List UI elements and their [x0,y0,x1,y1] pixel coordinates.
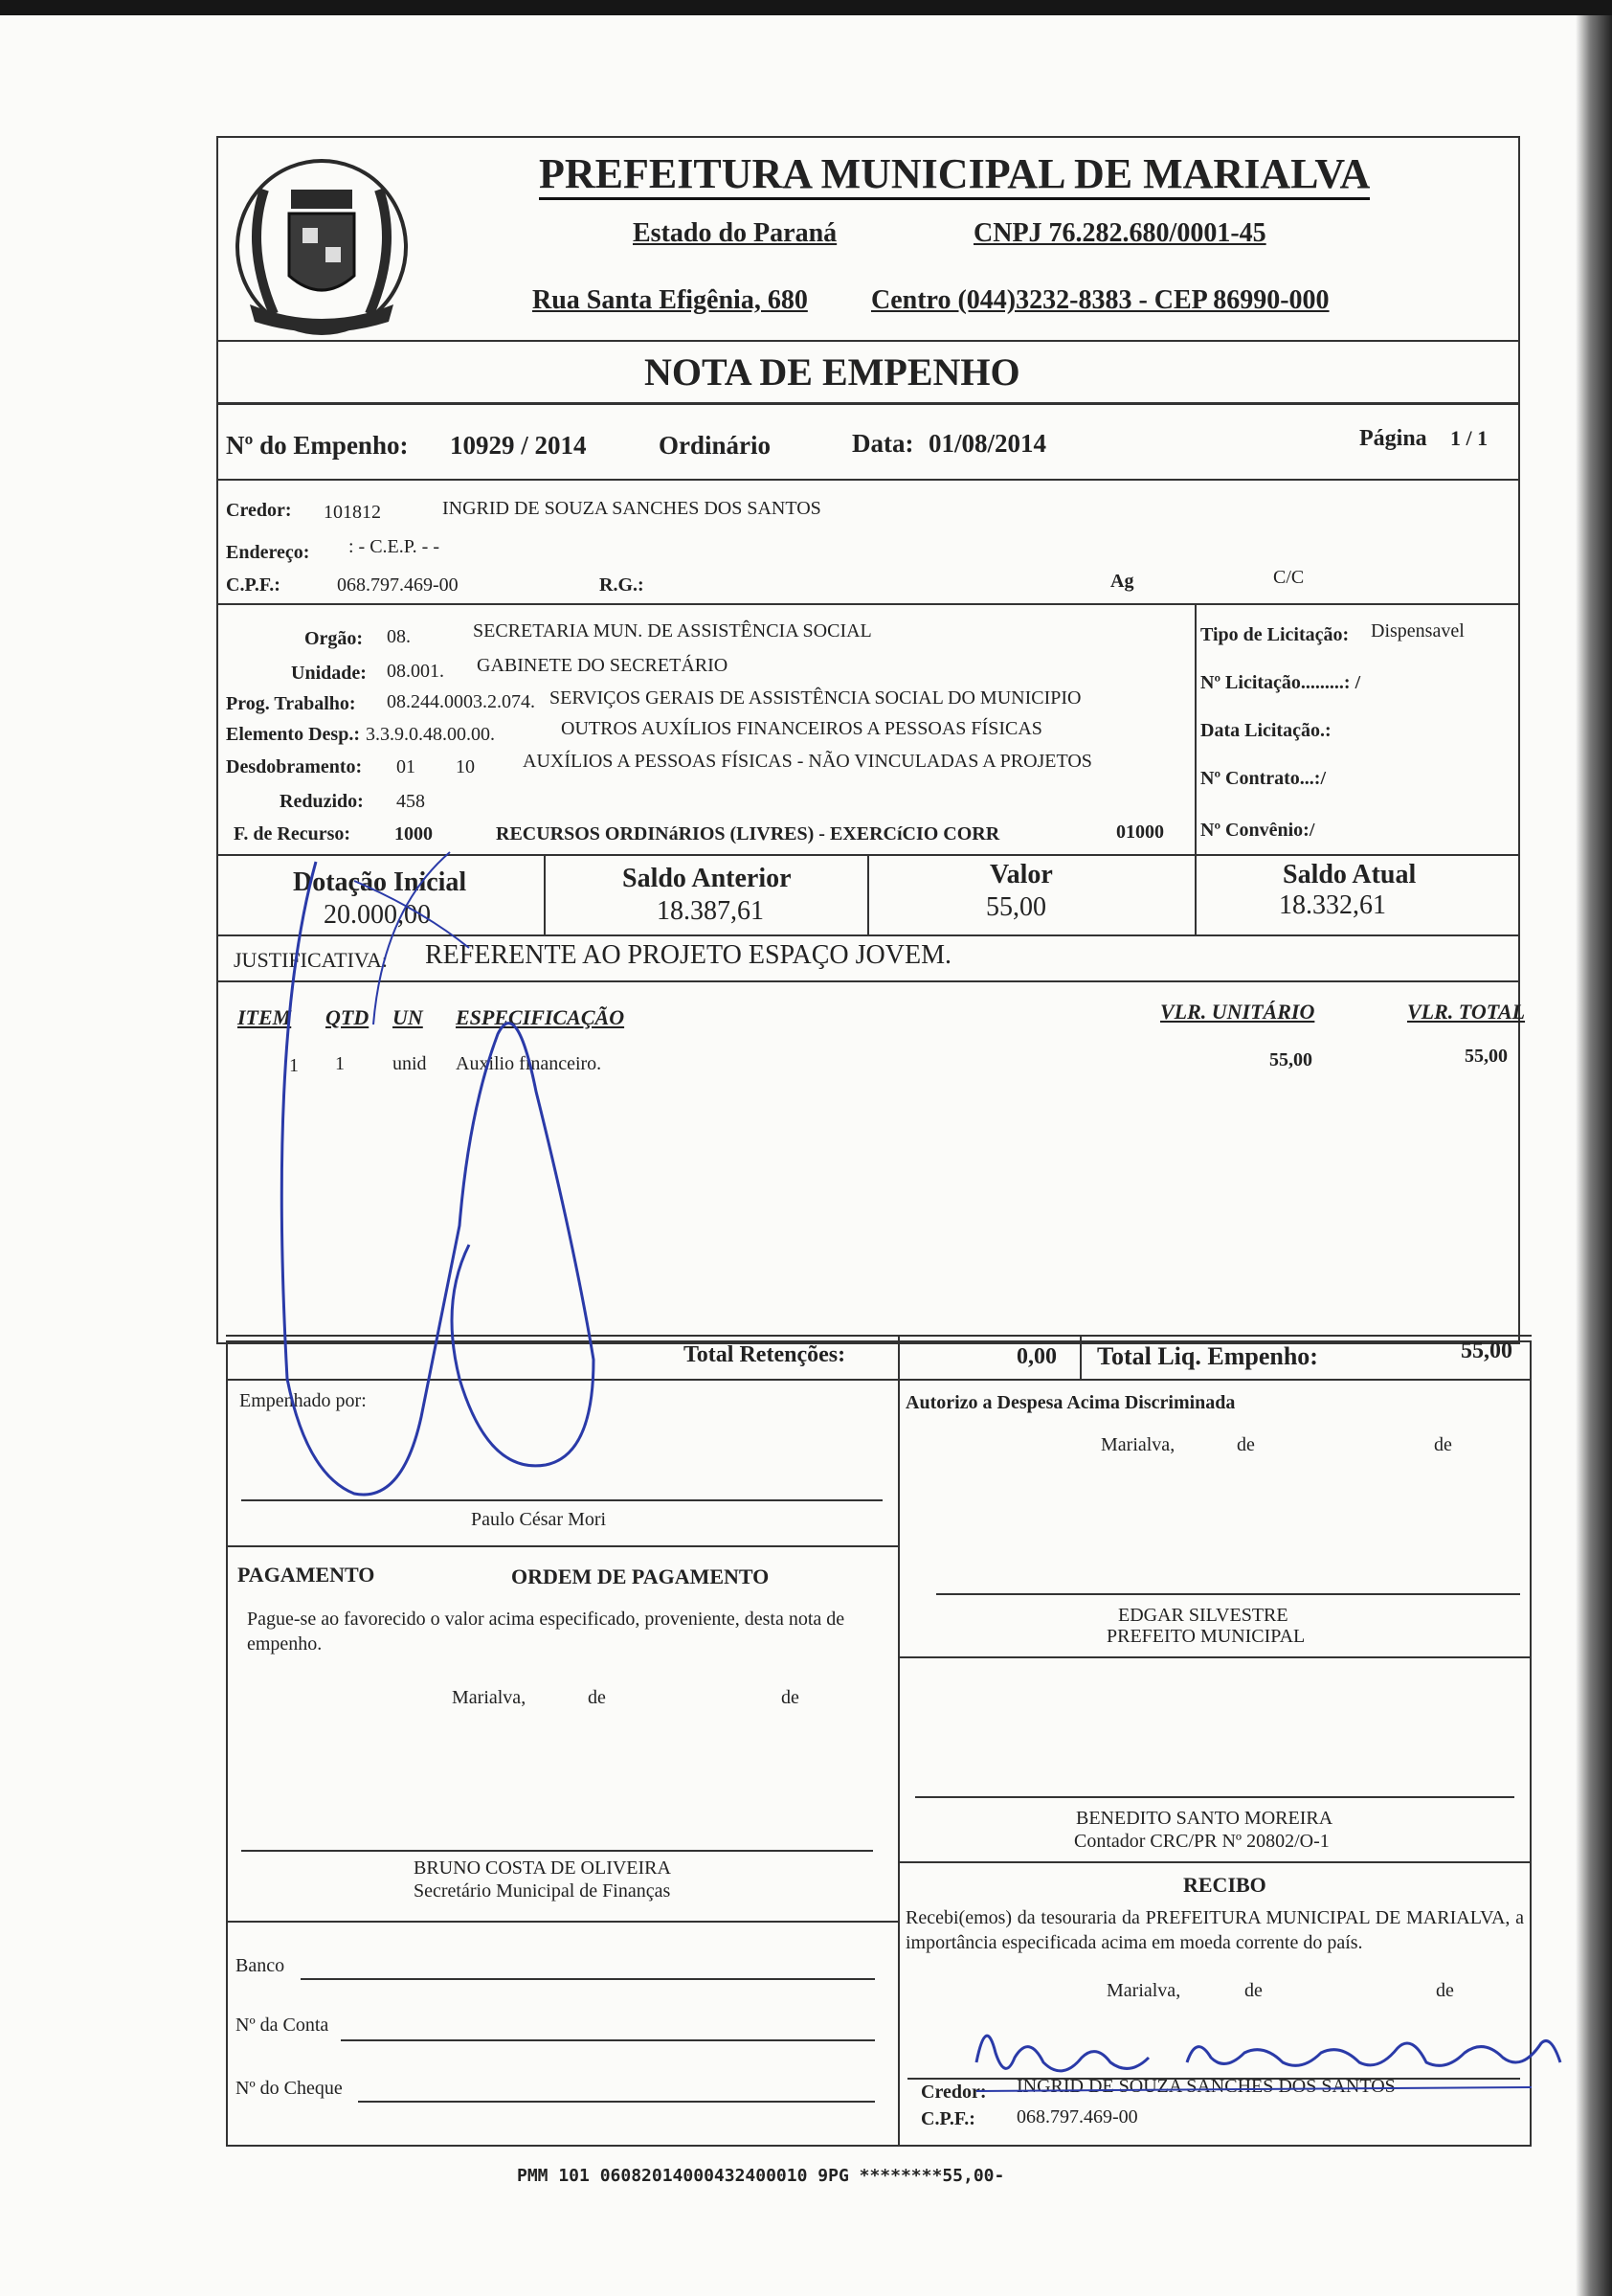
scan-right-edge [1576,15,1612,2296]
page-number: 1 / 1 [1450,426,1489,450]
pagamento-de-2: de [781,1687,799,1708]
item-spec: Auxilio financeiro. [456,1053,602,1074]
cheque-label: Nº do Cheque [235,2078,343,2099]
licitacao-data: Data Licitação.: [1200,720,1332,741]
recibo-text: Recebi(emos) da tesouraria da PREFEITURA MUNICIPAL DE MARIALVA, a importância especificada acima em moeda corrente do país. [906,1907,1524,1953]
pagamento-de-1: de [588,1687,606,1708]
saldo-anterior-value: 18.387,61 [657,896,764,926]
retencoes-label: Total Retenções: [683,1342,846,1367]
recibo-cpf-label: C.P.F.: [921,2108,975,2129]
scan-top-edge [0,0,1612,15]
credor-signature [957,2005,1570,2101]
col-qtd: QTD [325,1005,369,1029]
cc-label: C/C [1273,567,1305,588]
cpf-value: 068.797.469-00 [337,574,459,596]
empenhado-name: Paulo César Mori [471,1509,607,1530]
valor-label: Valor [990,860,1053,889]
prefeito-name: EDGAR SILVESTRE [1118,1605,1288,1626]
autorizo-de-2: de [1434,1434,1452,1455]
total-liq-value: 55,00 [1461,1339,1512,1363]
total-liq-label: Total Liq. Empenho: [1097,1342,1318,1370]
recurso-code: 1000 [394,823,433,844]
col-item: ITEM [237,1005,292,1029]
col-vlr-unitario: VLR. UNITÁRIO [1160,1000,1315,1024]
ag-label: Ag [1110,571,1134,592]
empenhado-label: Empenhado por: [239,1390,367,1411]
licitacao-tipo-label: Tipo de Licitação: [1200,624,1350,645]
prog-code: 08.244.0003.2.074. [387,691,535,712]
pagamento-text: Pague-se ao favorecido o valor acima especificado, proveniente, desta nota de empenho. [247,1609,845,1654]
authorizer-signature [230,843,651,1513]
licitacao-numero: Nº Licitação.........: / [1200,672,1361,693]
credor-label: Credor: [226,500,292,521]
rg-label: R.G.: [599,574,644,596]
item-qtd: 1 [335,1053,345,1074]
credor-code: 101812 [324,502,381,523]
desdobramento-a: 01 [396,756,415,777]
empenho-number-label: Nº do Empenho: [226,431,409,460]
empenho-date-label: Data: [852,429,914,458]
recibo-city: Marialva, [1107,1980,1181,2001]
contrato-numero: Nº Contrato...:/ [1200,768,1327,789]
endereco-label: Endereço: [226,542,310,563]
autorizo-city: Marialva, [1101,1434,1175,1455]
document-title: NOTA DE EMPENHO [644,350,1020,394]
credor-name: INGRID DE SOUZA SANCHES DOS SANTOS [442,498,821,519]
reduzido-label: Reduzido: [280,791,364,812]
unidade-code: 08.001. [387,661,444,682]
secretario-title: Secretário Municipal de Finanças [414,1880,671,1902]
banco-label: Banco [235,1955,285,1976]
footer-barcode-text: PMM 101 06082014000432400010 9PG ********55,00- [517,2166,1005,2186]
prog-name: SERVIÇOS GERAIS DE ASSISTÊNCIA SOCIAL DO MUNICIPIO [549,687,1082,709]
empenho-type: Ordinário [659,431,772,460]
cpf-label: C.P.F.: [226,574,280,596]
saldo-anterior-label: Saldo Anterior [622,864,792,893]
endereco-value: : - C.E.P. - - [348,536,439,557]
header-address: Rua Santa Efigênia, 680 [532,285,808,315]
desdobramento-b: 10 [456,756,475,777]
dotacao-value: 20.000,00 [324,900,431,930]
page-label: Página [1359,426,1427,451]
recibo-cpf: 068.797.469-00 [1017,2106,1138,2127]
col-vlr-total: VLR. TOTAL [1407,1000,1526,1024]
pagamento-city: Marialva, [452,1687,526,1708]
secretario-name: BRUNO COSTA DE OLIVEIRA [414,1857,671,1879]
retencoes-value: 0,00 [1017,1344,1057,1369]
recurso-number: 01000 [1116,822,1164,843]
autorizo-label: Autorizo a Despesa Acima Discriminada [906,1392,1236,1413]
coat-of-arms-logo [226,151,417,343]
col-un: UN [392,1005,423,1029]
prog-label: Prog. Trabalho: [226,693,356,714]
conta-label: Nº da Conta [235,2015,329,2036]
licitacao-tipo: Dispensavel [1371,620,1465,642]
dotacao-label: Dotação Inicial [293,867,467,897]
orgao-name: SECRETARIA MUN. DE ASSISTÊNCIA SOCIAL [473,620,872,642]
header-state: Estado do Paraná [633,218,838,248]
recibo-credor-label: Credor: [921,2082,987,2103]
header-title: PREFEITURA MUNICIPAL DE MARIALVA [539,151,1370,200]
recibo-de-2: de [1436,1980,1454,2001]
item-unit-value: 55,00 [1269,1049,1312,1070]
convenio-numero: Nº Convênio:/ [1200,820,1315,841]
recurso-name: RECURSOS ORDINáRIOS (LIVRES) - EXERCíCIO CORR [496,823,1000,844]
item-un: unid [392,1053,427,1074]
elemento-name: OUTROS AUXÍLIOS FINANCEIROS A PESSOAS FÍSICAS [561,718,1042,739]
item-number: 1 [289,1055,299,1076]
empenho-date: 01/08/2014 [929,429,1047,458]
contador-name: BENEDITO SANTO MOREIRA [1076,1808,1333,1829]
unidade-label: Unidade: [291,663,367,684]
orgao-label: Orgão: [304,628,364,649]
empenho-number: 10929 / 2014 [450,431,587,460]
recurso-label: F. de Recurso: [234,823,351,844]
saldo-atual-value: 18.332,61 [1279,890,1386,920]
elemento-label: Elemento Desp.: [226,724,360,745]
recibo-de-1: de [1244,1980,1263,2001]
recibo-title: RECIBO [1183,1873,1266,1897]
autorizo-de-1: de [1237,1434,1255,1455]
recibo-credor: INGRID DE SOUZA SANCHES DOS SANTOS [1017,2076,1396,2097]
header-cnpj: CNPJ 76.282.680/0001-45 [974,218,1266,248]
pagamento-label: PAGAMENTO [237,1563,375,1587]
prefeito-title: PREFEITO MUNICIPAL [1107,1626,1306,1647]
ordem-pagamento-label: ORDEM DE PAGAMENTO [511,1564,770,1588]
elemento-code: 3.3.9.0.48.00.00. [366,724,495,745]
justificativa-label: JUSTIFICATIVA: [234,948,388,972]
header-district: Centro (044)3232-8383 - CEP 86990-000 [871,285,1330,315]
desdobramento-label: Desdobramento: [226,756,363,777]
item-total-value: 55,00 [1465,1046,1508,1067]
contador-title: Contador CRC/PR Nº 20802/O-1 [1074,1831,1330,1852]
justificativa-text: REFERENTE AO PROJETO ESPAÇO JOVEM. [425,940,952,970]
desdobramento-name: AUXÍLIOS A PESSOAS FÍSICAS - NÃO VINCULADAS A PROJETOS [523,751,1092,772]
valor-value: 55,00 [986,892,1046,922]
saldo-atual-label: Saldo Atual [1283,860,1417,889]
reduzido-value: 458 [396,791,425,812]
unidade-name: GABINETE DO SECRETÁRIO [477,655,728,676]
col-especificacao: ESPECIFICAÇÃO [456,1005,625,1029]
orgao-code: 08. [387,626,411,647]
